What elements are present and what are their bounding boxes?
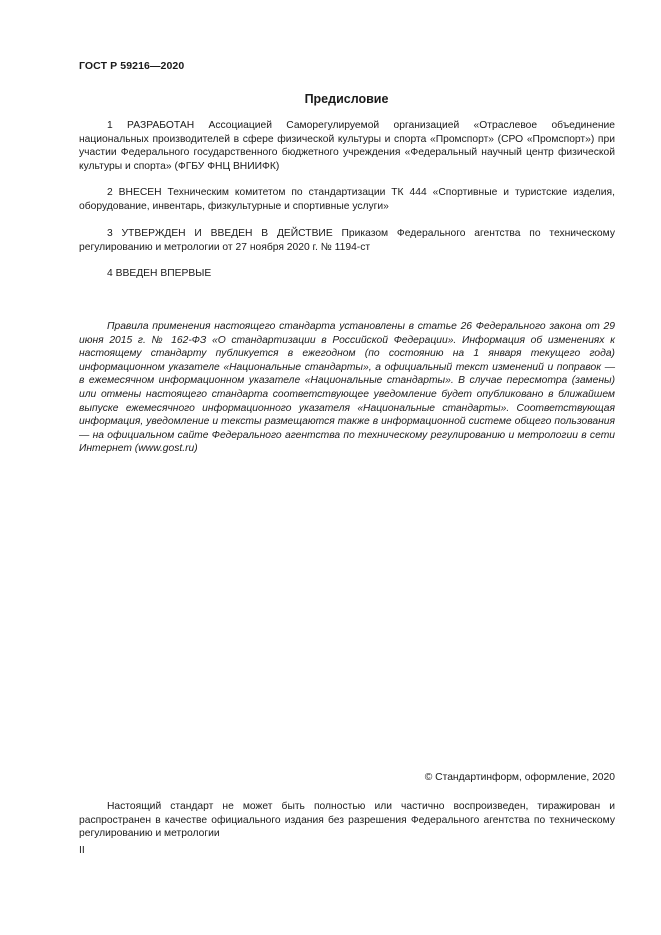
preface-paragraph-2 [79, 186, 615, 213]
preface-paragraph-1-text: 1 РАЗРАБОТАН Ассоциацией Саморегулируемой организацией «Отраслевое объединение национальных производителей в сфере физической культуры и спорта «Промспорт» (СРО «Промспорт») при участии Федерального государственного бюджетного учреждения «Федеральный научный центр физической культуры и спорта» (ФГБУ ФНЦ ВНИИФК) [79, 120, 615, 172]
preface-title: Предисловие [304, 92, 389, 106]
preface-paragraph-2-text: 2 ВНЕСЕН Техническим комитетом по стандартизации ТК 444 «Спортивные и туристские изделия, оборудование, инвентарь, физкультурные и спортивные услуги» [79, 187, 615, 212]
standard-code-header: ГОСТ Р 59216—2020 [79, 60, 185, 72]
legal-reproduction-notice-text: Настоящий стандарт не может быть полностью или частично воспроизведен, тиражирован и распространен в качестве официального издания без разрешения Федерального агентства по техническому регулированию и метрологии [79, 801, 615, 840]
standard-application-notice-text: Правила применения настоящего стандарта установлены в статье 26 Федерального закона от 29 июня 2015 г. № 162-ФЗ «О стандартизации в Российской Федерации». Информация об изменениях к настоящему стандарту публикуется в ежегодном (по состоянию на 1 января текущего года) информационном указателе «Национальные стандарты», а официальный текст изменений и поправок — в ежемесячном информационном указателе «Национальные стандарты». В случае пересмотра (замены) или отмены настоящего стандарта соответствующее уведомление будет опубликовано в ближайшем выпуске ежемесячного информационного указателя «Национальные стандарты». Соответствующая информация, уведомление и тексты размещаются также в информационной системе общего пользования — на официальном сайте Федерального агентства по техническому регулированию и метрологии в сети Интернет (www.gost.ru) [79, 321, 615, 455]
preface-paragraph-1 [79, 119, 615, 173]
preface-paragraph-4 [79, 267, 615, 281]
page-number: II [79, 845, 85, 856]
preface-paragraph-3 [79, 227, 615, 254]
copyright-line: © Стандартинформ, оформление, 2020 [424, 772, 615, 783]
preface-paragraph-4-text: 4 ВВЕДЕН ВПЕРВЫЕ [107, 268, 212, 279]
legal-reproduction-notice [79, 800, 615, 841]
standard-application-notice [79, 320, 615, 456]
preface-paragraph-3-text: 3 УТВЕРЖДЕН И ВВЕДЕН В ДЕЙСТВИЕ Приказом Федерального агентства по техническому регулированию и метрологии от 27 ноября 2020 г. № 1194-ст [79, 228, 615, 253]
